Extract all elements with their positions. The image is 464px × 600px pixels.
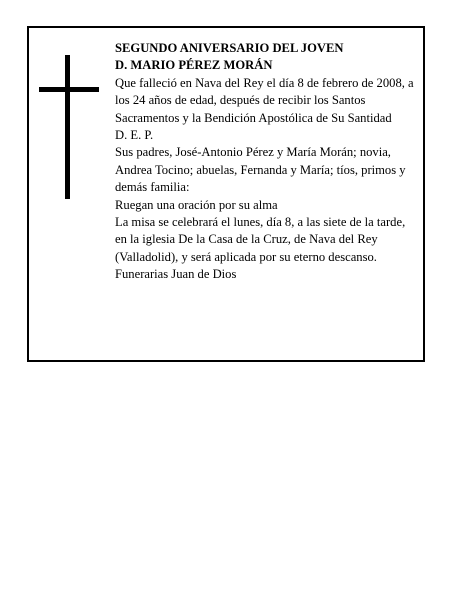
cross-vertical-bar	[65, 55, 70, 199]
notice-heading-name: D. MARIO PÉREZ MORÁN	[115, 58, 273, 73]
funeral-home-text: Funerarias Juan de Dios	[115, 267, 237, 282]
rip-text: D. E. P.	[115, 128, 154, 143]
notice-heading-anniversary: SEGUNDO ANIVERSARIO DEL JOVEN	[115, 41, 344, 55]
mass-info-text: La misa se celebrará el lunes, día 8, a las siete de la tarde, en la iglesia De la Casa de la Cruz, de Nava del Rey (Valladolid), y será aplicada por su eterno descanso.	[115, 215, 406, 264]
prayer-request-text: Ruegan una oración por su alma	[115, 197, 278, 212]
obituary-notice	[27, 26, 425, 362]
death-info-text: Que falleció en Nava del Rey el día 8 de febrero de 2008, a los 24 años de edad, después de recibir los Santos Sacramentos y la Bendición Apostólica de Su Santidad	[115, 75, 414, 125]
notice-content	[115, 40, 415, 284]
cross-horizontal-bar	[39, 87, 99, 92]
family-text: Sus padres, José-Antonio Pérez y María Morán; novia, Andrea Tocino; abuelas, Fernanda y María; tíos, primos y demás familia:	[115, 145, 406, 195]
cross-icon	[39, 55, 99, 199]
